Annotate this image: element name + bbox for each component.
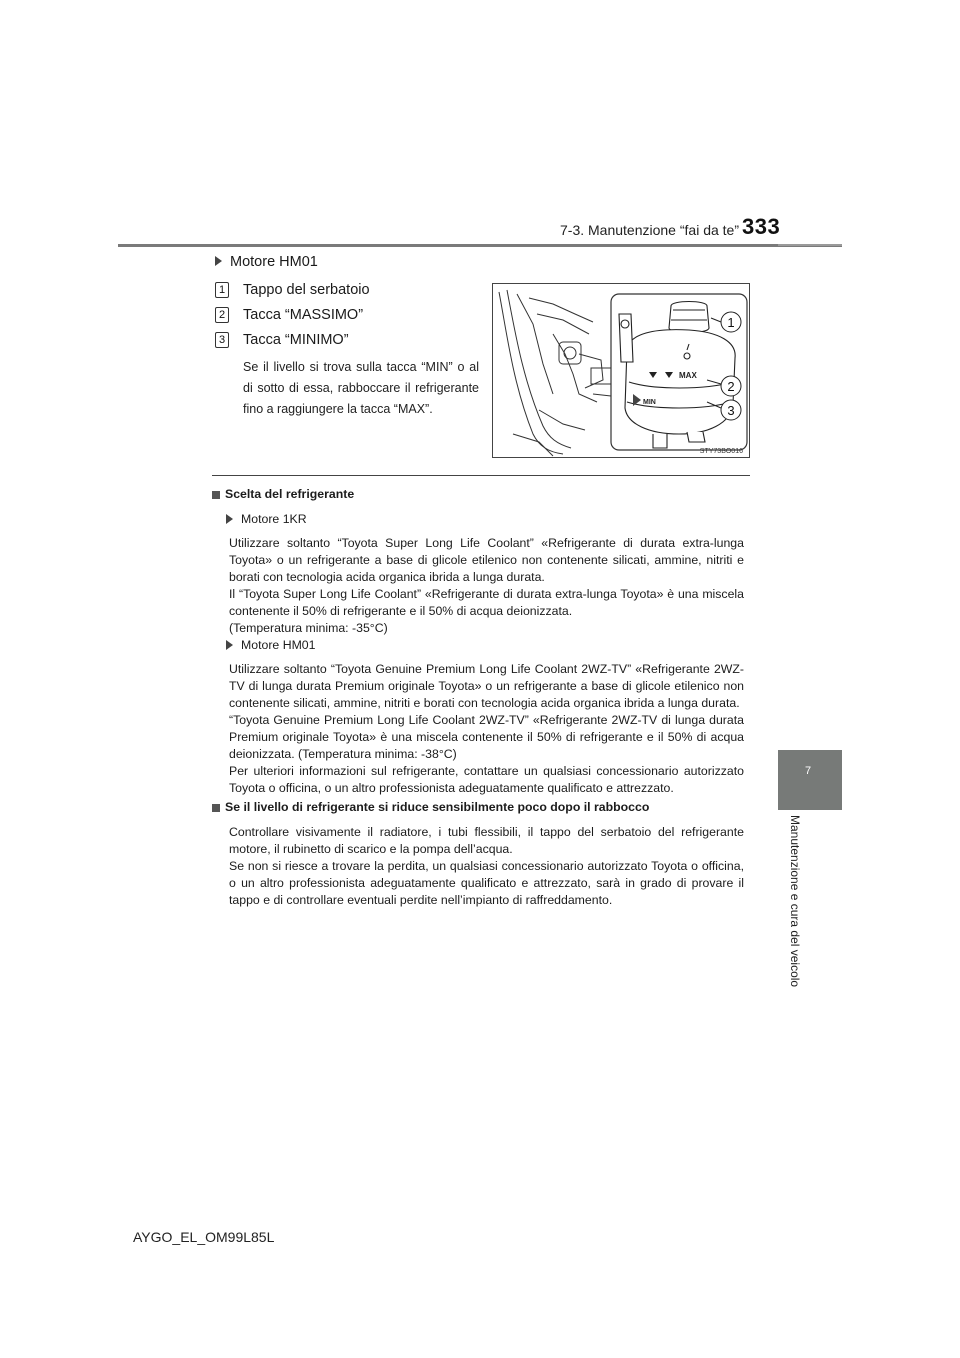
- list-item: [215, 307, 363, 323]
- section-heading-text: Scelta del refrigerante: [225, 487, 355, 501]
- callout-1: 1: [727, 315, 735, 330]
- arrow-icon: [215, 256, 222, 266]
- chapter-title: Manutenzione e cura del veicolo: [788, 815, 802, 988]
- callout-2: 2: [727, 379, 735, 394]
- chapter-number: 7: [804, 765, 812, 777]
- min-label: MIN: [643, 399, 656, 406]
- refill-note: Se il livello si trova sulla tacca “MIN” o al di sotto di essa, rabboccare il refrigerante fino a raggiungere la tacca “MAX”.: [243, 360, 479, 416]
- paragraph: Se non si riesce a trovare la perdita, un qualsiasi concessionario autorizzato Toyota o officina, o un altro professionista adeguatamente qualificato e attrezzato, sarà in grado di provare il tappo e di controllare eventuali perdite nell’impianto di raffreddamento.: [229, 859, 744, 907]
- arrow-icon: [226, 514, 233, 524]
- paragraph: Controllare visivamente il radiatore, i tubi flessibili, il tappo del serbatoio del refrigerante motore, il rubinetto di scarico e la pompa dell’acqua.: [229, 825, 744, 856]
- list-item: [215, 282, 370, 298]
- square-bullet-icon: [212, 804, 220, 812]
- list-item: [215, 332, 349, 348]
- callout-3: 3: [727, 403, 735, 418]
- max-label: MAX: [679, 371, 697, 380]
- paragraph: Utilizzare soltanto “Toyota Super Long Life Coolant” «Refrigerante di durata extra-lunga Toyota» o un refrigerante a base di glicole etilenico non contenente silicati, ammine, nitriti e borati con tecnologia acida organica ibrida a lunga durata.: [229, 536, 744, 584]
- paragraph: Per ulteriori informazioni sul refrigerante, contattare un qualsiasi concessionario autorizzato Toyota o officina, o un altro professionista adeguatamente qualificato e attrezzato.: [229, 764, 744, 795]
- header-rule: [118, 244, 842, 247]
- section-heading-text: Se il livello di refrigerante si riduce sensibilmente poco dopo il rabbocco: [225, 800, 650, 814]
- engine-subheading: [212, 637, 744, 654]
- list-item-label: Tappo del serbatoio: [243, 282, 370, 298]
- document-code: AYGO_EL_OM99L85L: [133, 1229, 275, 1245]
- square-bullet-icon: [212, 491, 220, 499]
- paragraph: Utilizzare soltanto “Toyota Genuine Premium Long Life Coolant 2WZ-TV” «Refrigerante 2WZ-TV di lunga durata Premium originale Toyota» o un refrigerante a base di glicole etilenico non contenente silicati, ammine, nitriti e borati con tecnologia acida organica ibrida a lunga durata.: [229, 662, 744, 710]
- callout-number: 3: [215, 332, 229, 348]
- list-item-label: Tacca “MINIMO”: [243, 332, 349, 348]
- arrow-icon: [226, 640, 233, 650]
- engine-heading: [215, 254, 318, 270]
- paragraph: (Temperatura minima: -35°C): [229, 621, 388, 635]
- page-number: 333: [742, 214, 781, 239]
- main-content: [212, 484, 744, 909]
- section-heading: [212, 799, 744, 816]
- coolant-reservoir-illustration: [493, 284, 750, 458]
- section-divider: [212, 475, 750, 476]
- section-title: 7-3. Manutenzione “fai da te”: [560, 222, 739, 238]
- list-item-label: Tacca “MASSIMO”: [243, 307, 364, 323]
- side-rule: [778, 244, 842, 246]
- callout-number: 2: [215, 307, 229, 323]
- engine-subheading: [212, 511, 744, 528]
- paragraph: Il “Toyota Super Long Life Coolant” «Refrigerante di durata extra-lunga Toyota» è una miscela contenente il 50% di refrigerante e il 50% di acqua deionizzata.: [229, 587, 744, 618]
- engine-subheading-text: Motore HM01: [241, 638, 316, 652]
- figure-code: STY73BO016: [699, 448, 743, 455]
- paragraph: “Toyota Genuine Premium Long Life Coolant 2WZ-TV” «Refrigerante 2WZ-TV di lunga durata Premium originale Toyota» è una miscela contenente il 50% di refrigerante e il 50% di acqua deionizzata. (Temperatura minima: -38°C): [229, 713, 744, 761]
- chapter-tab: [778, 750, 842, 810]
- engine-heading-text: Motore HM01: [230, 254, 318, 270]
- callout-number: 1: [215, 282, 229, 298]
- coolant-reservoir-figure: [492, 283, 750, 458]
- engine-subheading-text: Motore 1KR: [241, 512, 307, 526]
- section-heading: [212, 486, 744, 503]
